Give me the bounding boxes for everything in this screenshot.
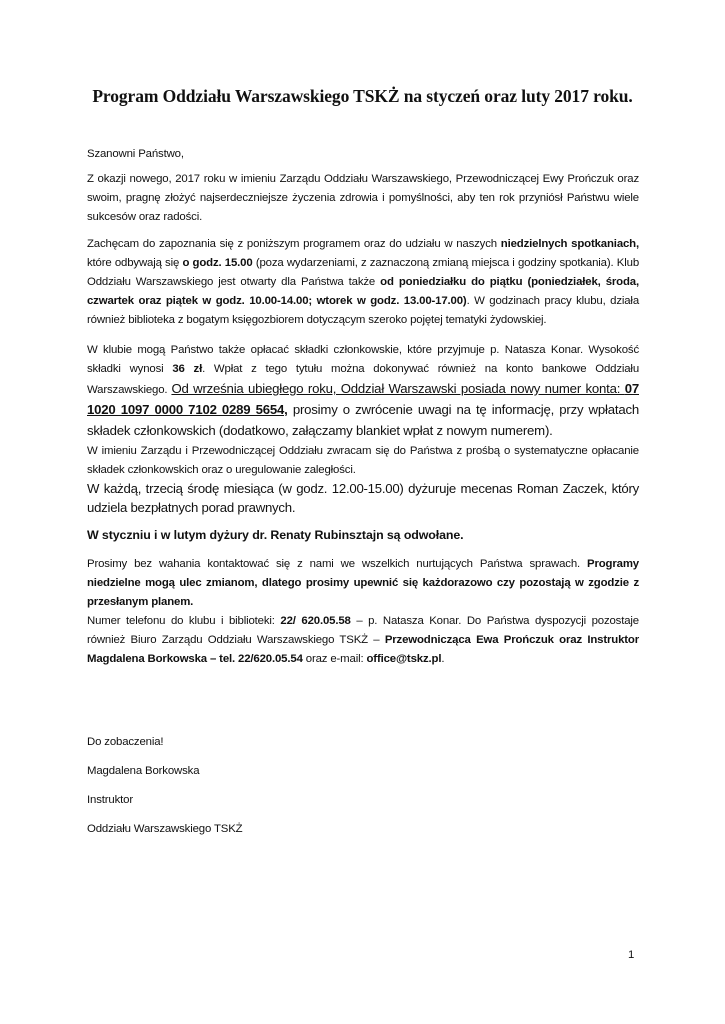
program-text-part: (poza wydarzeniami, z zaznaczoną zmianą miejsca i godziny spotkania). Klub Oddziału Warszawskiego jest otwarty dla Państwa także (87, 257, 640, 288)
program-text (87, 235, 639, 330)
paragraph-phone (87, 612, 639, 669)
club-phone-number: 22/ 620.05.58 (280, 615, 351, 627)
page-title: Program Oddziału Warszawskiego TSKŻ na styczeń oraz luty 2017 roku. (92, 86, 633, 106)
cancellation-text: W styczniu i w lutym dyżury dr. Renaty Rubinsztajn są odwołane. (87, 528, 464, 542)
closing-signature-org: Oddziału Warszawskiego TSKŻ (87, 823, 243, 835)
legal-advice-text: W każdą, trzecią środę miesiąca (w godz. 12.00-15.00) dyżuruje mecenas Roman Zaczek, który udziela bezpłatnych porad prawnych. (87, 481, 639, 515)
program-text-part: . W godzinach pracy klubu, działa również biblioteka z bogatym księgozbiorem dotyczącym szeroko pojętej tematyki żydowskiej. (87, 295, 639, 326)
fees-text-part: W klubie mogą Państwo także opłacać składki członkowskie, które przyjmuje p. Natasza Konar. Wysokość składki wynosi (87, 344, 639, 375)
fees-text (87, 341, 639, 442)
phone-text-part: Numer telefonu do klubu i biblioteki: (87, 615, 281, 627)
program-bold-hour: o godz. 15.00 (182, 257, 253, 269)
fees-text-part: prosimy o zwrócenie uwagi na tę informację, przy wpłatach składek członkowskich (dodatkowo, załączamy blankiet wpłat z nowym numerem). (87, 402, 639, 438)
greeting (87, 145, 639, 164)
page-number: 1 (628, 949, 635, 961)
contact-text-part: Prosimy bez wahania kontaktować się z nami we wszelkich nurtujących Państwa sprawach. (87, 558, 588, 570)
paragraph-program (87, 235, 639, 330)
contact-text (87, 555, 639, 612)
office-contact-bold: Przewodnicząca Ewa Prończuk oraz Instruktor Magdalena Borkowska – tel. 22/620.05.54 (87, 634, 639, 665)
fees-text-part: . Wpłat z tego tytułu można dokonywać również na konto bankowe Oddziału Warszawskiego. (87, 363, 640, 396)
phone-text-part: oraz e-mail: (302, 653, 367, 665)
paragraph-cancellation (87, 526, 639, 545)
program-text-part: które odbywają się (87, 257, 183, 269)
closing-farewell: Do zobaczenia! (87, 736, 164, 748)
wishes-text: Z okazji nowego, 2017 roku w imieniu Zarządu Oddziału Warszawskiego, Przewodniczącej Ewy Prończuk oraz swoim, pragnę złożyć najserdeczniejsze życzenia zdrowia i pomyślności, aby ten rok przyniósł Państwu wiele sukcesów oraz radości. (87, 173, 639, 223)
closing-block (87, 733, 639, 839)
paragraph-wishes (87, 170, 639, 227)
phone-text (87, 612, 639, 669)
paragraph-legal-advice (87, 479, 639, 517)
fees-request-text: W imieniu Zarządu i Przewodniczącej Oddziału zwracam się do Państwa z prośbą o systematyczne opłacanie składek członkowskich oraz o uregulowanie zaległości. (87, 445, 639, 476)
paragraph-fees (87, 341, 639, 480)
greeting-text: Szanowni Państwo, (87, 148, 184, 160)
paragraph-contact (87, 555, 639, 612)
closing-signature-name: Magdalena Borkowska (87, 765, 200, 777)
fees-bold-amount: 36 zł (172, 363, 203, 375)
fees-account-notice: Od września ubiegłego roku, Oddział Warszawski posiada nowy numer konta: (171, 381, 625, 396)
bank-account-number: 07 1020 1097 0000 7102 0289 5654, (87, 381, 639, 417)
phone-text-part: . (441, 653, 445, 665)
email-address: office@tskz.pl (366, 653, 442, 665)
contact-bold-notice: Programy niedzielne mogą ulec zmianom, dlatego prosimy upewnić się każdorazowo czy pozostają w zgodzie z przesłanym planem. (87, 558, 639, 608)
program-text-part: Zachęcam do zapoznania się z poniższym programem oraz do udziału w naszych (87, 238, 501, 250)
program-bold-sundays: niedzielnych spotkaniach, (500, 238, 640, 250)
closing-signature-role: Instruktor (87, 794, 133, 806)
phone-text-part: – p. Natasza Konar. Do Państwa dyspozycji pozostaje również Biuro Zarządu Oddziału Warszawskiego TSKŻ – (87, 615, 639, 646)
program-bold-opening-hours: od poniedziałku do piątku (poniedziałek, środa, czwartek oraz piątek w godz. 10.00-14.00; wtorek w godz. 13.00-17.00) (87, 276, 639, 307)
